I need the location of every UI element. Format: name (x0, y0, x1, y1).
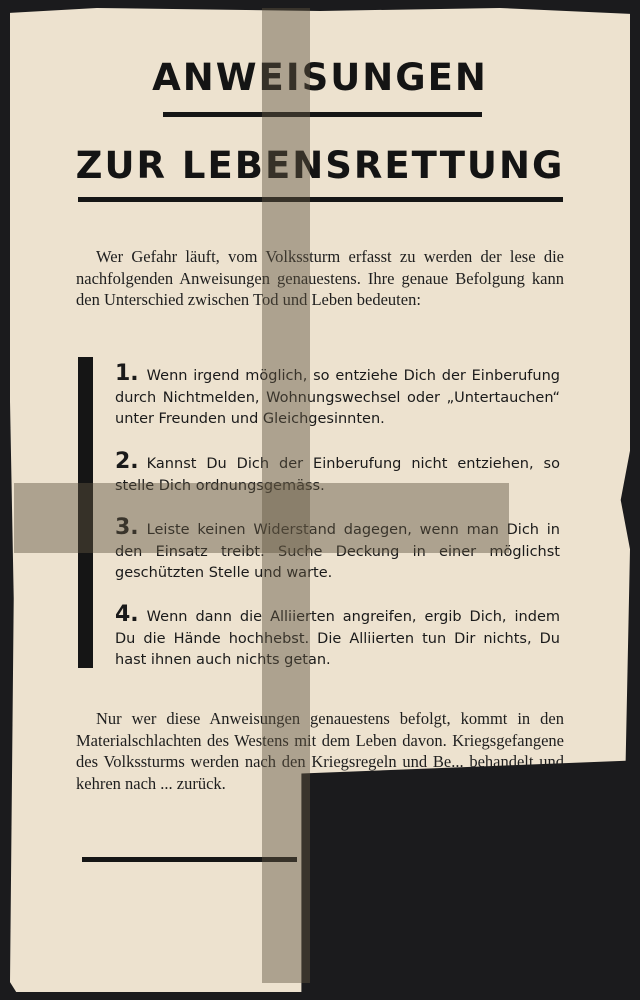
title-underline-1 (163, 112, 482, 117)
closing-paragraph: Nur wer diese Anweisungen genauestens befolgt, kommt in den Materialschlachten des Westens mit dem Leben davon. Kriegsgefangene des Volkssturms werden nach den Kriegsregeln und Be... behandelt und kehren nach ... zurück. (76, 709, 564, 793)
title-line-1: ANWEISUNGEN (152, 56, 488, 99)
instruction-number: 3. (115, 515, 139, 540)
instruction-text: Kannst Du Dich der Einberufung nicht entziehen, so stelle Dich ordnungsgemäss. (115, 456, 560, 494)
instruction-number: 2. (115, 449, 139, 474)
instruction-text: Wenn irgend möglich, so entziehe Dich der Einberufung durch Nichtmelden, Wohnungswechsel oder „Untertauchen“ unter Freunden und Gleichgesinnten. (115, 368, 560, 427)
instruction-item-1 (115, 363, 560, 431)
instruction-text: Wenn dann die Alliierten angreifen, ergib Dich, indem Du die Hände hochhebst. Die Alliierten tun Dir nichts, Du hast ihnen auch nichts getan. (115, 609, 560, 668)
title-underline-2 (78, 197, 563, 202)
instruction-number: 4. (115, 602, 139, 627)
horizontal-tape-stain (14, 483, 509, 553)
instruction-text: Leiste keinen Widerstand dagegen, wenn man Dich in den Einsatz treibt. Suche Deckung in einer möglichst geschützten Stelle und warte. (115, 522, 560, 581)
instruction-number: 1. (115, 361, 139, 386)
title-line-2: ZUR LEBENSRETTUNG (75, 144, 565, 187)
intro-paragraph: Wer Gefahr läuft, vom Volkssturm erfasst zu werden der lese die nachfolgenden Anweisungen genauestens. Ihre genaue Befolgung kann den Unterschied zwischen Tod und Leben bedeuten: (76, 247, 564, 309)
instruction-item-4 (115, 604, 560, 672)
